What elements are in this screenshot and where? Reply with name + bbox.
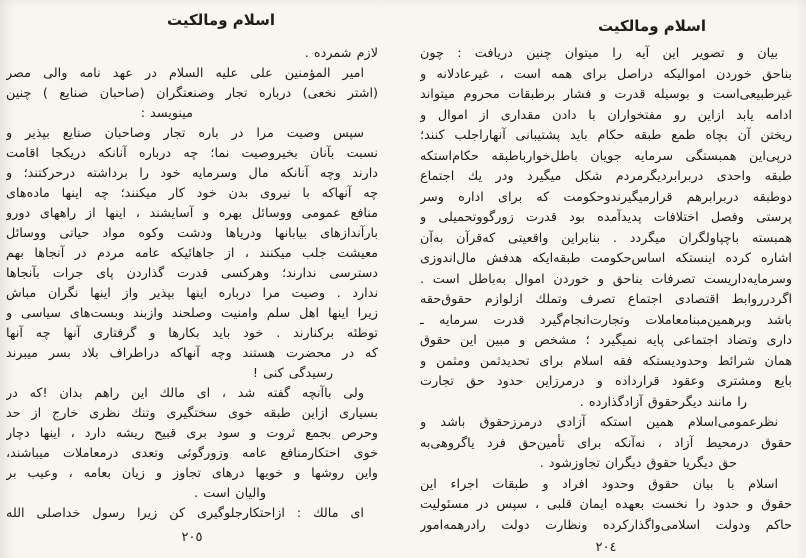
text-line: همان شرائط وحدودیستکه فقه اسلام برای تحدیدثمن ومثمن و — [420, 353, 792, 369]
text-line: همبسته باچپاولگران میگردد . بنابراین واقعیتی که‌قرآن به‌آن — [420, 230, 792, 246]
text-line: مینویسد : — [140, 106, 193, 121]
text-line: والیان است . — [194, 486, 266, 501]
text-line: حقوق درمحیط آزاد ، نه‌آنکه برای تأمین‌حق فرد یاگروهی‌به — [420, 435, 792, 451]
left-page — [6, 8, 378, 545]
text-line: ندارد . وصیت مرا درباره اینها بپذیر واز اینها نگران مباش — [6, 286, 378, 301]
text-line: وسرمایه‌داریست تصرفات بناحق و خوردن اموال به‌باطل است . — [420, 271, 792, 287]
page-number: ٢٠٤ — [595, 540, 617, 555]
page-body — [420, 44, 792, 536]
text-line: اسلام با بیان حقوق وحدود افراد و طبقات اجراء این — [420, 476, 778, 492]
page-number: ٢٠٥ — [181, 530, 203, 545]
text-line: دارند وچه آنانکه مال وسرمایه خود را برداشته درحرکتند؛ و — [6, 166, 378, 181]
text-line: امیر المؤمنین علی علیه السلام در عهد نامه والی مصر — [6, 66, 364, 81]
text-line: واین روشها و خویها درهای تجاوز و زیان بعامه ، وعیب بر — [6, 466, 378, 481]
text-line: دسترسی ندارند؛ وهرکسی قدرت گذاردن پای جرات بآنجاها — [6, 266, 378, 281]
text-line: ادامه یابد ازاین رو مفتخواران با دادن مقداری از اموال و — [420, 107, 792, 123]
text-line: حاکم ودولت اسلامی‌واگذارکرده ونظارت دولت رادرهمه‌امور — [420, 517, 792, 533]
text-line: خوی احتکارمنافع عامه وزورگوئی وتعدی درمعاملات میباشند، — [6, 446, 378, 461]
text-line: چه آنهاکه با نیروی بدن خود کار میکنند؛ چه اینها ماده‌های — [6, 186, 378, 201]
page-title: اسلام ومالکیت — [166, 11, 276, 29]
right-page — [420, 14, 792, 555]
page-title: اسلام ومالکیت — [597, 17, 707, 35]
text-line: درپی‌این همبستگی سرمایه جویان باطل‌خوارباطبقه حکام‌استکه — [420, 148, 792, 164]
text-line: حقوق و حدود را نخست بعهده ایمان قلبی ، سپس در مسئولیت — [420, 497, 792, 512]
text-line: وحرص بجمع ثروت و سود بری قبیح ریشه دارد ، اینها دچار — [6, 426, 378, 441]
text-line: لازم شمرده . — [304, 46, 378, 61]
text-line: باشد وبرهمین‌مبنامعاملات وتجارت‌انجام‌گیرد قدرت سرمایه ـ — [420, 312, 792, 328]
text-line: بارآندازهای بیابانها ودریاها ودشت وکوه مواد حیاتی ووسائل — [6, 226, 378, 241]
page-body — [6, 44, 378, 524]
text-line: بایع ومشتری وعقود قرارداده و درمرزاین حدود حق تجارت — [420, 374, 792, 389]
text-line: رسیدگی کنی ! — [252, 366, 333, 381]
text-line: حق دیگریا حقوق دیگران تجاوزشود . — [539, 456, 737, 471]
text-line: اشاره کرده اینستکه اساس‌حکومت طبقه‌ایکه هدفش مال‌اندوزی — [420, 251, 792, 266]
text-line: بسیاری ازاین طبقه خوی سختگیری وتنك نظری خارج از حد — [6, 406, 378, 421]
text-line: معیشت جلب میکنند ، از جاهائیکه عامه مردم در آنجاها بهم — [6, 246, 378, 261]
text-line: نظرعمومی‌اسلام همین استکه آزادی درمرزحقوق باشد و — [420, 415, 778, 430]
text-line: اگردرروابط اقتصادی اجتماع تصرف وتملك ازلوازم حقوق‌حقه — [420, 292, 792, 307]
text-line: بیان و تصویر این آیه را میتوان چنین دریافت : چون — [420, 46, 778, 61]
text-line: پرستی وفصل اختلافات پدیدآمده بود قدرت زورگووتحمیلی و — [420, 210, 792, 225]
text-line: ای مالك : ازاحتکارجلوگیری کن زیرا رسول خداصلی الله — [6, 506, 364, 521]
text-line: توطئه برکنارند . خود باید بکارها و گرفتاری آنها چه آنها — [6, 326, 378, 341]
text-line: منافع عمومی ووسائل بهره و آسایشند ، اینها از راههای دورو — [6, 206, 378, 221]
text-line: طبقه واحدی دربرابردیگرمردم شکل میگیرد ودر یك اجتماع — [420, 169, 792, 184]
text-line: ریختن آن بچاه طمع طبقه حکام باید پشتیبانی آنهاراجلب کنند؛ — [420, 128, 792, 143]
text-line: (اشتر نخعی) درباره تجار وصنعتگران (صاحبان صنایع ) چنین — [6, 86, 378, 101]
text-line: دوطبقه دربرابرهم قرارمیگیرندوحکومت که برای اداره وسر — [420, 189, 792, 205]
text-line: را مانند دیگرحقوق آزادگذارده . — [579, 394, 747, 410]
text-line: ولی باآنچه گفته شد ، ای مالك این راهم بدان !که در — [6, 386, 364, 401]
text-line: بناحق خوردن اموالیکه دراصل برای همه است ، غیرعادلانه و — [420, 66, 792, 82]
text-line: که در محضرت هستند وچه آنهاکه دراطراف بلاد بسر میبرند — [6, 346, 378, 361]
text-line: داری وتضاد اجتماعی پایه نمیگیرد ؛ مشخص و مبین این حقوق — [420, 333, 792, 348]
text-line: نسبت بآنان بخیروصیت نما؛ چه درباره آنانکه دریکجا اقامت — [6, 146, 378, 161]
text-line: غیرطبیعی‌است و بوسیله قدرت و فشار برطبقات محروم میتواند — [420, 87, 792, 102]
text-line: سپس وصیت مرا در باره تجار وصاحبان صنایع بپذیر و — [6, 126, 364, 141]
text-line: زیرا اینها اهل سلم وامنیت وصلحند وازبند وبست‌های سیاسی و — [6, 306, 378, 321]
